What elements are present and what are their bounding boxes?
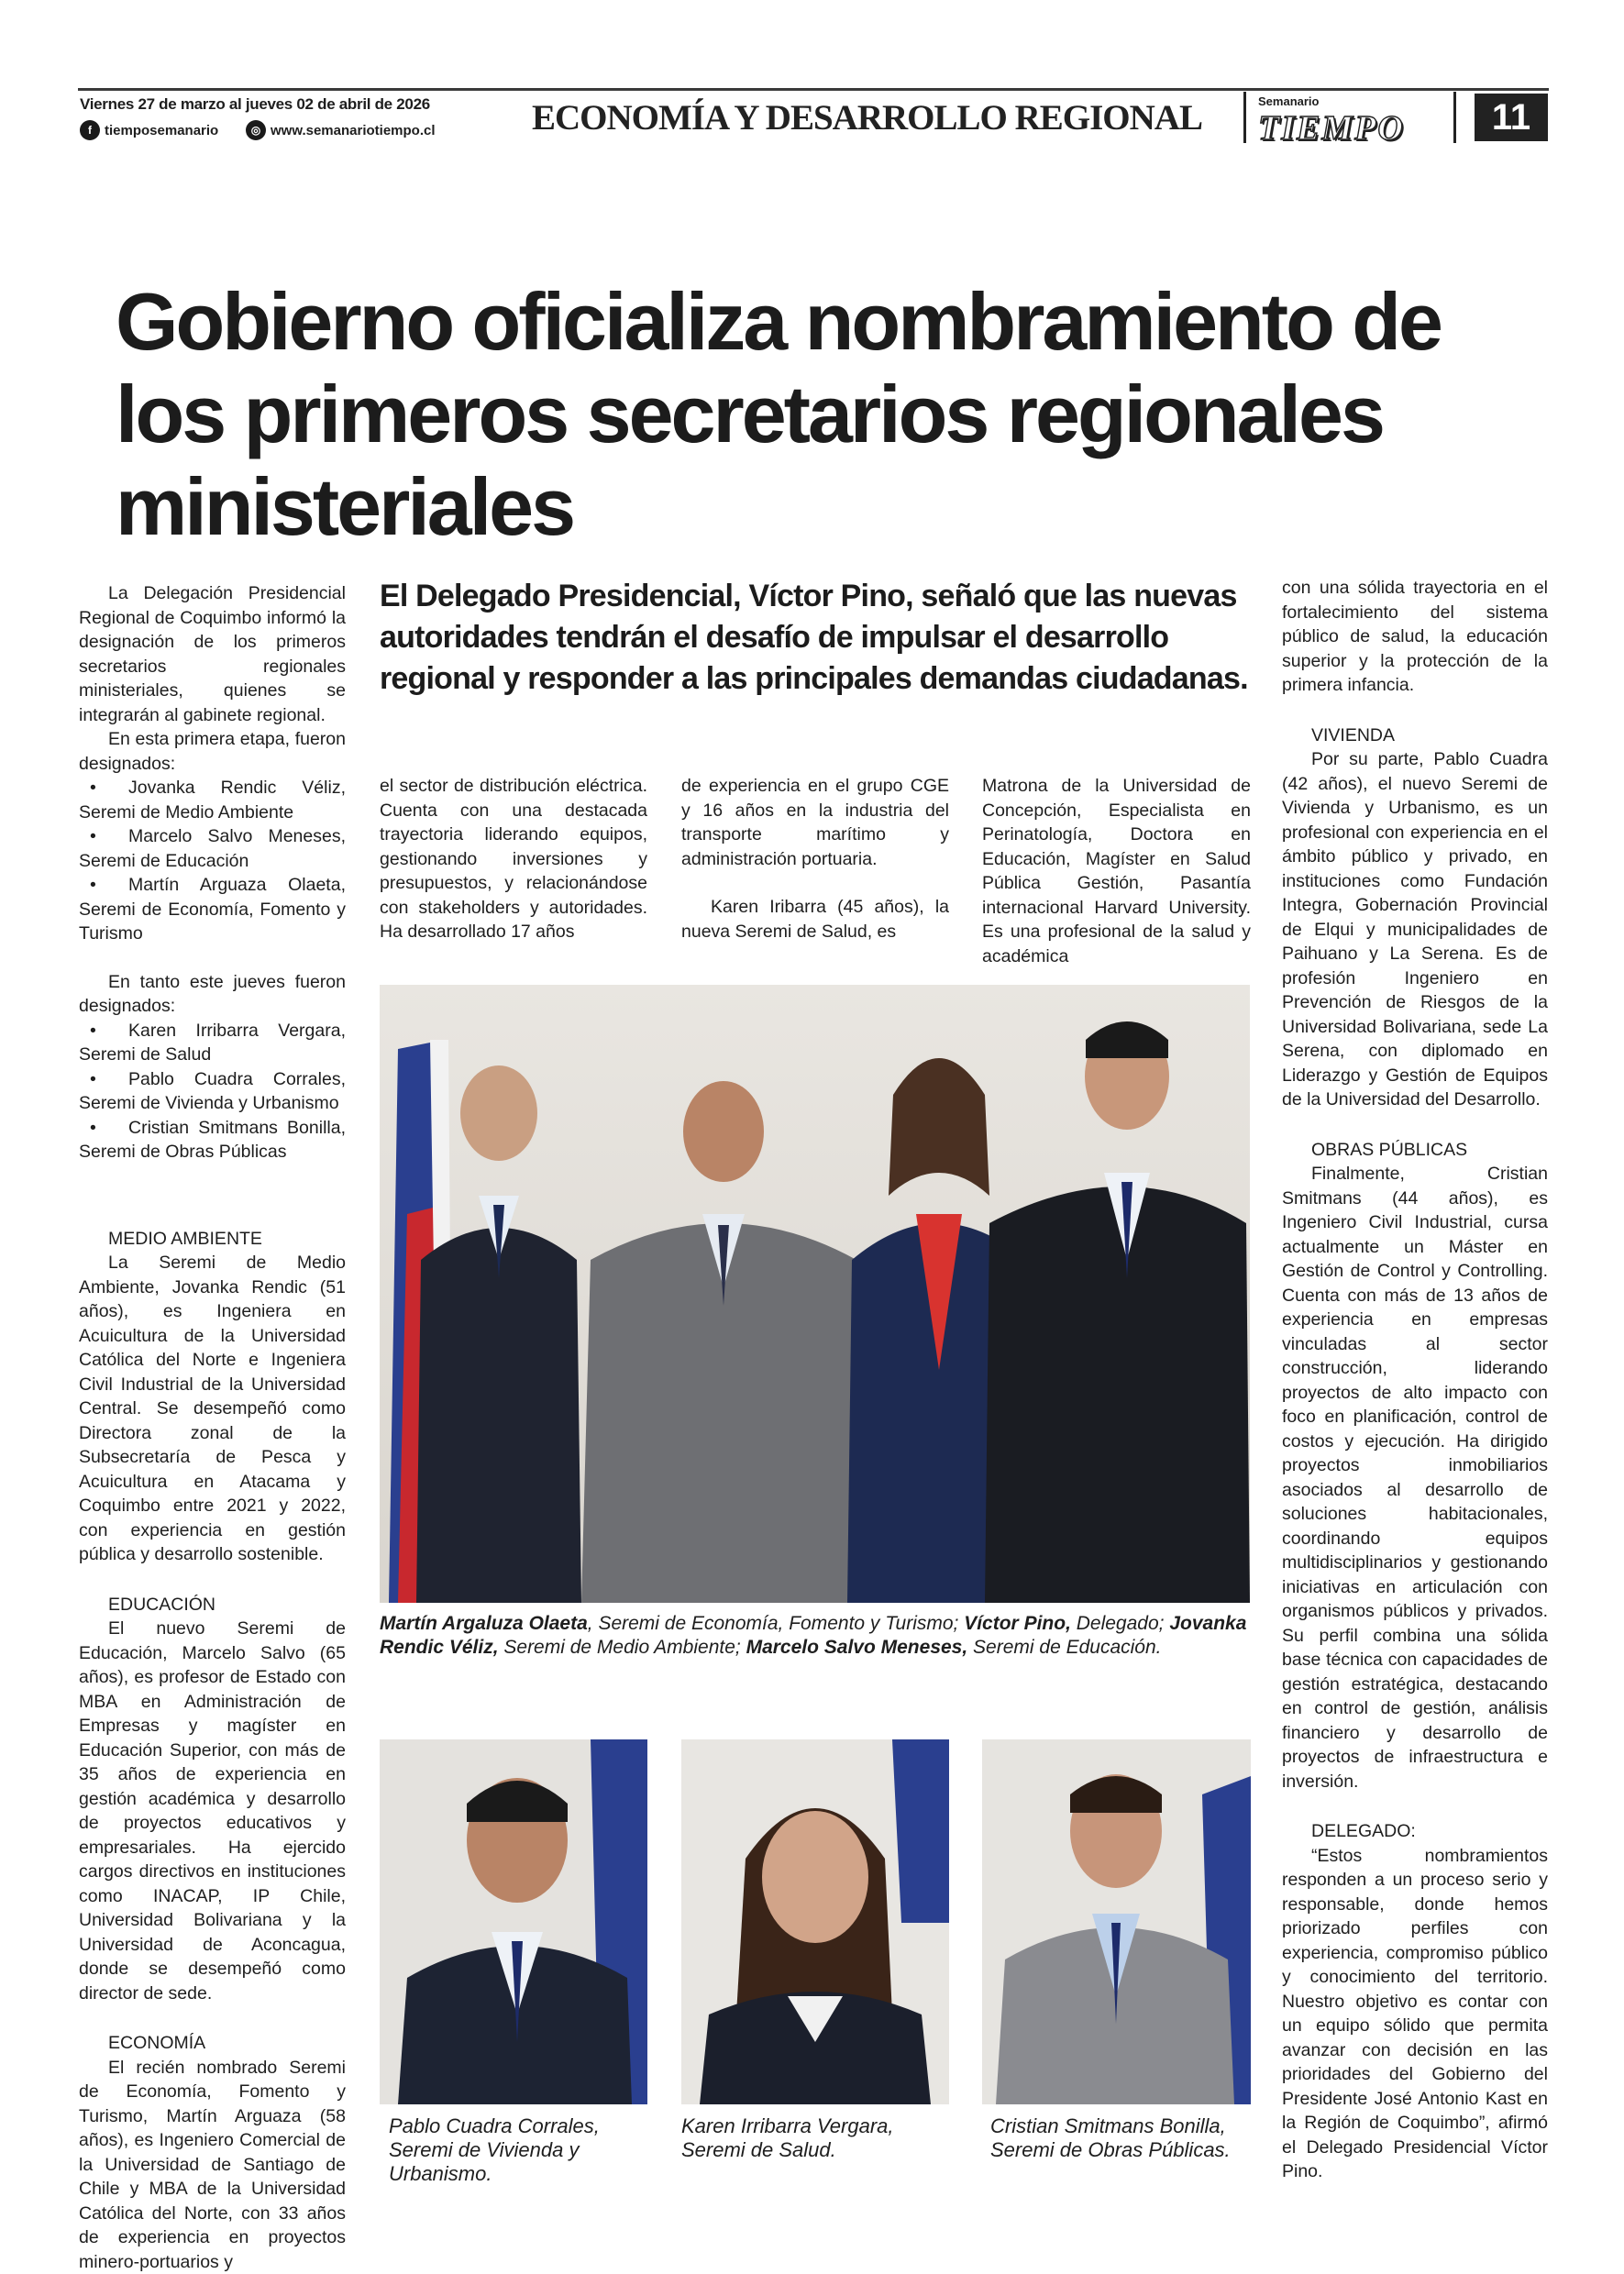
caption-role: Seremi de Educación. — [967, 1637, 1161, 1658]
delegado-paragraph: “Estos nombramientos responden a un proceso serio y responsable, donde hemos priorizado perfiles con experiencia, compromiso público y conocimiento del territorio. Nuestro objetivo es contar con un equipo sólido que permita avanzar con decisión en las prioridades del Gobierno del Presidente José Antonio Kast en la Región de Coquimbo”, afirmó el Delegado Presidencial Víctor Pino. — [1282, 1844, 1548, 2184]
website-link[interactable] — [246, 120, 436, 140]
brand-logo: TIEMPO — [1258, 108, 1405, 149]
list-item: • Martín Arguaza Olaeta, Seremi de Economía, Fomento y Turismo — [79, 873, 346, 946]
caption-role: Seremi de Medio Ambiente; — [499, 1637, 746, 1658]
caption-name: Víctor Pino, — [964, 1613, 1071, 1634]
column-2 — [380, 774, 647, 944]
group-photo — [380, 985, 1250, 1603]
lead-paragraph: El Delegado Presidencial, Víctor Pino, señaló que las nuevas autoridades tendrán el desafío de impulsar el desarrollo regional y responder a las principales demandas ciudadanas. — [380, 576, 1251, 700]
caption-role: , Seremi de Economía, Fomento y Turismo; — [588, 1613, 964, 1634]
headline: Gobierno oficializa nombramiento de los primeros secretarios regionales ministeriales — [116, 275, 1546, 553]
globe-icon: ◎ — [246, 120, 266, 140]
subhead-medio-ambiente: MEDIO AMBIENTE — [79, 1227, 346, 1252]
intro-paragraph: La Delegación Presidencial Regional de Coquimbo informó la designación de los primeros secretarios regionales ministeriales, quienes se integrarán al gabinete regional. — [79, 581, 346, 727]
first-stage-text: En esta primera etapa, fueron designados: — [79, 727, 346, 776]
column-3 — [681, 774, 949, 944]
list-item: • Jovanka Rendic Véliz, Seremi de Medio Ambiente — [79, 776, 346, 824]
subhead-vivienda: VIVIENDA — [1282, 723, 1548, 748]
portrait-karen — [681, 1739, 949, 2104]
paragraph: el sector de distribución eléctrica. Cuenta con una destacada trayectoria liderando equipos, gestionando inversiones y presupuestos, y relacionándose con stakeholders y autoridades. Ha desarrollado 17 años — [380, 774, 647, 944]
thursday-text: En tanto este jueves fueron designados: — [79, 970, 346, 1019]
subhead-delegado: DELEGADO: — [1282, 1819, 1548, 1844]
medio-ambiente-paragraph: La Seremi de Medio Ambiente, Jovanka Rendic (51 años), es Ingeniera en Acuicultura de la Universidad Católica del Norte e Ingeniera Civil Industrial de la Universidad Central. Se desempeñó como Directora zonal de la Subsecretaría de Pesca y Acuicultura en Atacama y Coquimbo entre 2021 y 2022, con experiencia en gestión pública y desarrollo sostenible. — [79, 1251, 346, 1567]
subhead-economia: ECONOMÍA — [79, 2031, 346, 2056]
portrait-pablo — [380, 1739, 647, 2104]
paragraph: Matrona de la Universidad de Concepción, Especialista en Perinatología, Doctora en Educación, Magíster en Salud Pública Gestión, Pasantía internacional Harvard University. Es una profesional de la salud y académica — [982, 774, 1251, 968]
column-1 — [79, 581, 346, 2274]
portrait-cristian — [982, 1739, 1251, 2104]
vivienda-paragraph: Por su parte, Pablo Cuadra (42 años), el nuevo Seremi de Vivienda y Urbanismo, es un profesional con experiencia en el ámbito público y privado, en instituciones como Fundación Integra, Gobernación Provincial de Elqui y municipalidades de Paihuano y La Serena. Es de profesión Ingeniero en Prevención de Riesgos de la Universidad Bolivariana, sede La Serena, con diplomado en Liderazgo y Gestión de Equipos de la Universidad del Desarrollo. — [1282, 747, 1548, 1112]
list-item: • Marcelo Salvo Meneses, Seremi de Educación — [79, 824, 346, 873]
facebook-icon: f — [80, 120, 100, 140]
column-5 — [1282, 576, 1548, 2184]
subhead-obras-publicas: OBRAS PÚBLICAS — [1282, 1138, 1548, 1163]
obras-paragraph: Finalmente, Cristian Smitmans (44 años), es Ingeniero Civil Industrial, cursa actualmente un Máster en Gestión de Control y Controlling. Cuenta con más de 13 años de experiencia en empresas vinculadas al sector construcción, liderando proyectos de alto impacto con foco en planificación, control de costos y ejecución. Ha dirigido proyectos inmobiliarios asociados al desarrollo de soluciones habitacionales, coordinando equipos multidisciplinarios y gestionando iniciativas en articulación con organismos públicos y privados. Su perfil combina una sólida base técnica con capacidades de gestión estratégica, destacando en control de gestión, análisis financiero y desarrollo de proyectos de infraestructura e inversión. — [1282, 1162, 1548, 1794]
section-title: ECONOMÍA Y DESARROLLO REGIONAL — [532, 97, 1202, 138]
caption-role: Delegado; — [1071, 1613, 1169, 1634]
column-4 — [982, 774, 1251, 968]
subhead-educacion: EDUCACIÓN — [79, 1593, 346, 1617]
caption-cristian: Cristian Smitmans Bonilla, Seremi de Obras Públicas. — [990, 2114, 1256, 2162]
website-text: www.semanariotiempo.cl — [271, 123, 436, 138]
caption-name: Jovanka Rendic Véliz, — [380, 1613, 1246, 1658]
issue-date: Viernes 27 de marzo al jueves 02 de abril de 2026 — [80, 95, 430, 114]
caption-karen: Karen Irribarra Vergara, Seremi de Salud. — [681, 2114, 947, 2162]
caption-name: Marcelo Salvo Meneses, — [746, 1637, 968, 1658]
main-photo-caption — [380, 1612, 1251, 1660]
caption-name: Martín Argaluza Olaeta — [380, 1613, 588, 1634]
facebook-text: tiemposemanario — [105, 123, 218, 138]
page-number: 11 — [1475, 94, 1548, 141]
caption-pablo: Pablo Cuadra Corrales, Seremi de Vivienda y Urbanismo. — [389, 2114, 655, 2186]
paragraph: Karen Iribarra (45 años), la nueva Seremi de Salud, es — [681, 895, 949, 944]
list-item: • Pablo Cuadra Corrales, Seremi de Vivienda y Urbanismo — [79, 1067, 346, 1116]
paragraph: de experiencia en el grupo CGE y 16 años en la industria del transporte marítimo y administración portuaria. — [681, 774, 949, 871]
facebook-handle[interactable] — [80, 120, 218, 140]
educacion-paragraph: El nuevo Seremi de Educación, Marcelo Salvo (65 años), es profesor de Estado con MBA en Administración de Empresas y magíster en Educación Superior, con más de 35 años de experiencia en gestión académica y desarrollo de proyectos educativos y empresariales. Ha ejercido cargos directivos en instituciones como INACAP, IP Chile, Universidad Bolivariana y la Universidad de Aconcagua, donde se desempeñó como director de sede. — [79, 1617, 346, 2005]
economia-paragraph: El recién nombrado Seremi de Economía, Fomento y Turismo, Martín Arguaza (58 años), es Ingeniero Comercial de la Universidad de Santiago de Chile y MBA de la Universidad Católica del Norte, con 33 años de experiencia en proyectos minero-portuarios y — [79, 2056, 346, 2274]
top-rule — [78, 88, 1549, 91]
paragraph: con una sólida trayectoria en el fortalecimiento del sistema público de salud, la educación superior y la protección de la primera infancia. — [1282, 576, 1548, 698]
list-item: • Karen Irribarra Vergara, Seremi de Salud — [79, 1019, 346, 1067]
brand-small: Semanario — [1258, 94, 1319, 108]
list-item: • Cristian Smitmans Bonilla, Seremi de Obras Públicas — [79, 1116, 346, 1165]
